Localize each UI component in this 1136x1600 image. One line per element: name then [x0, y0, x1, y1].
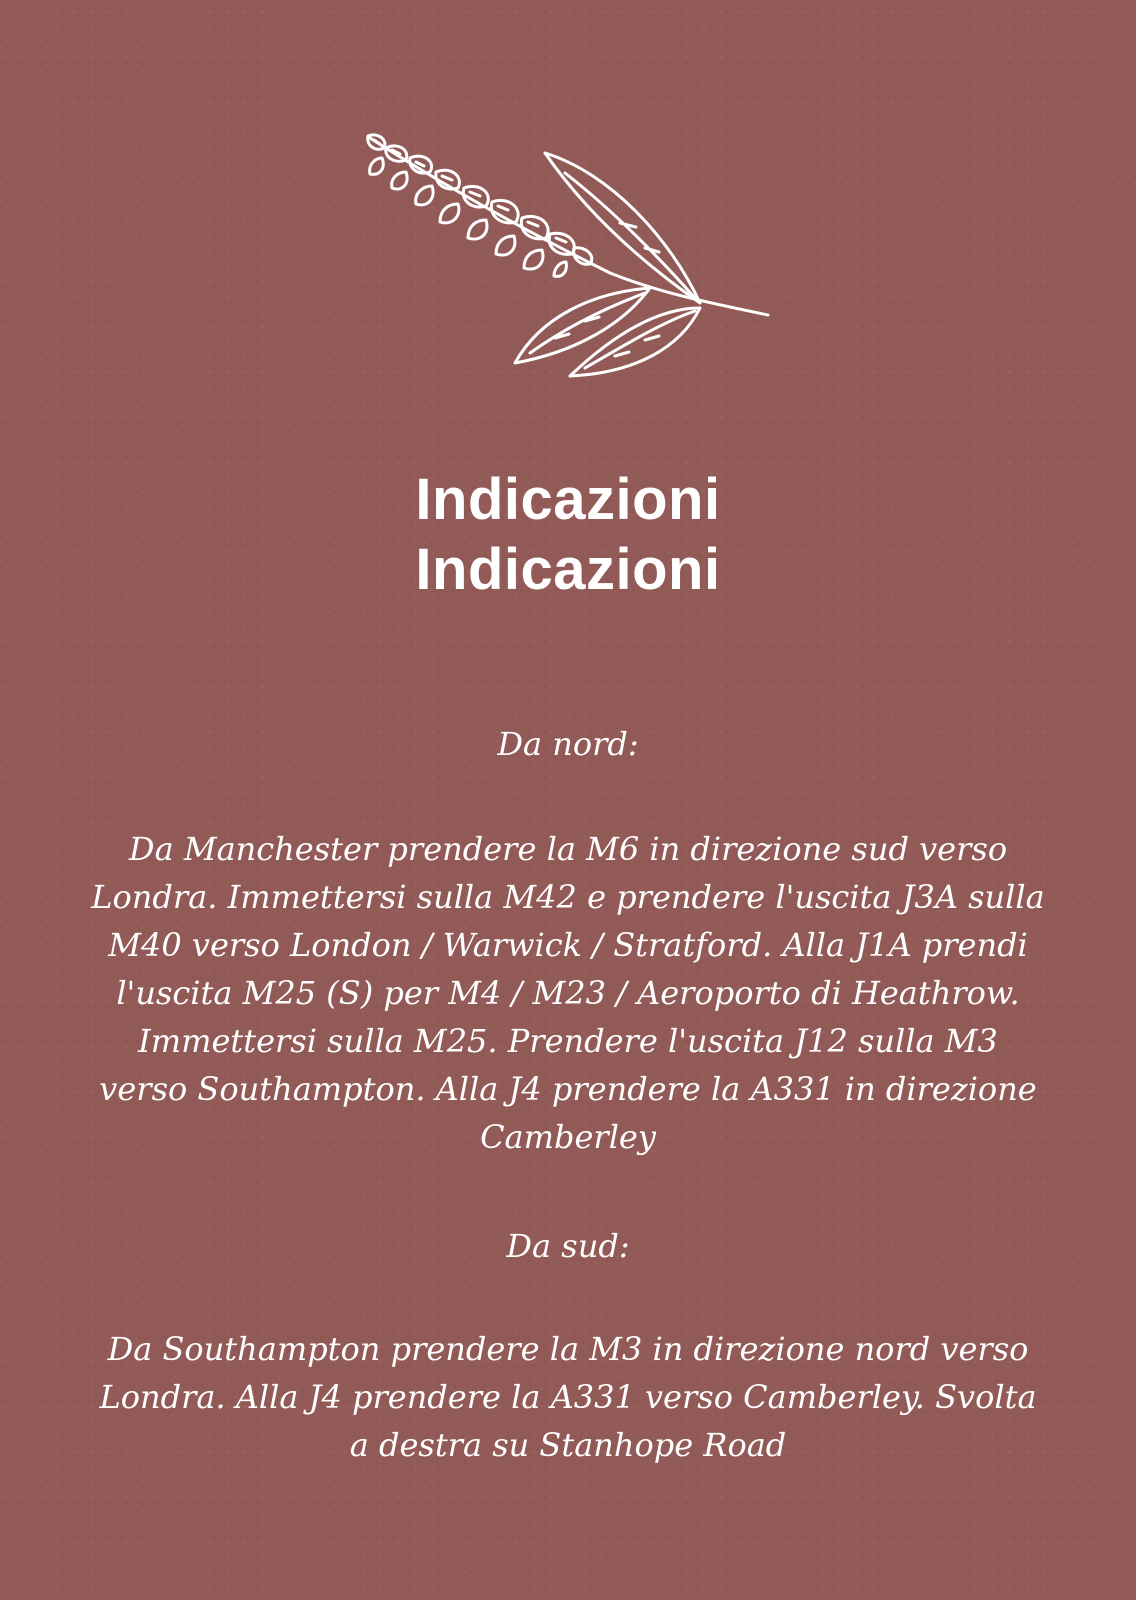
- title-line-2: Indicazioni: [415, 537, 721, 602]
- directions-north-text: Da Manchester prendere la M6 in direzione sud verso Londra. Immettersi sulla M42 e prendere l'uscita J3A sulla M40 verso London / Warwick / Stratford. Alla J1A prendi l'uscita M25 (S) per M4 / M23 / Aeroporto di Heathrow. Immettersi sulla M25. Prendere l'uscita J12 sulla M3 verso Southampton. Alla J4 prendere la A331 in direzione Camberley: [91, 830, 1045, 1156]
- directions-south-text: Da Southampton prendere la M3 in direzione nord verso Londra. Alla J4 prendere la A331 verso Camberley. Svolta a destra su Stanhope Road: [99, 1330, 1037, 1464]
- title-line-1: Indicazioni: [415, 467, 721, 532]
- section-heading-north: Da nord:: [497, 725, 639, 763]
- lavender-sprig-icon: [360, 128, 775, 378]
- section-heading-south: Da sud:: [506, 1227, 630, 1265]
- page-title: [0, 465, 1136, 605]
